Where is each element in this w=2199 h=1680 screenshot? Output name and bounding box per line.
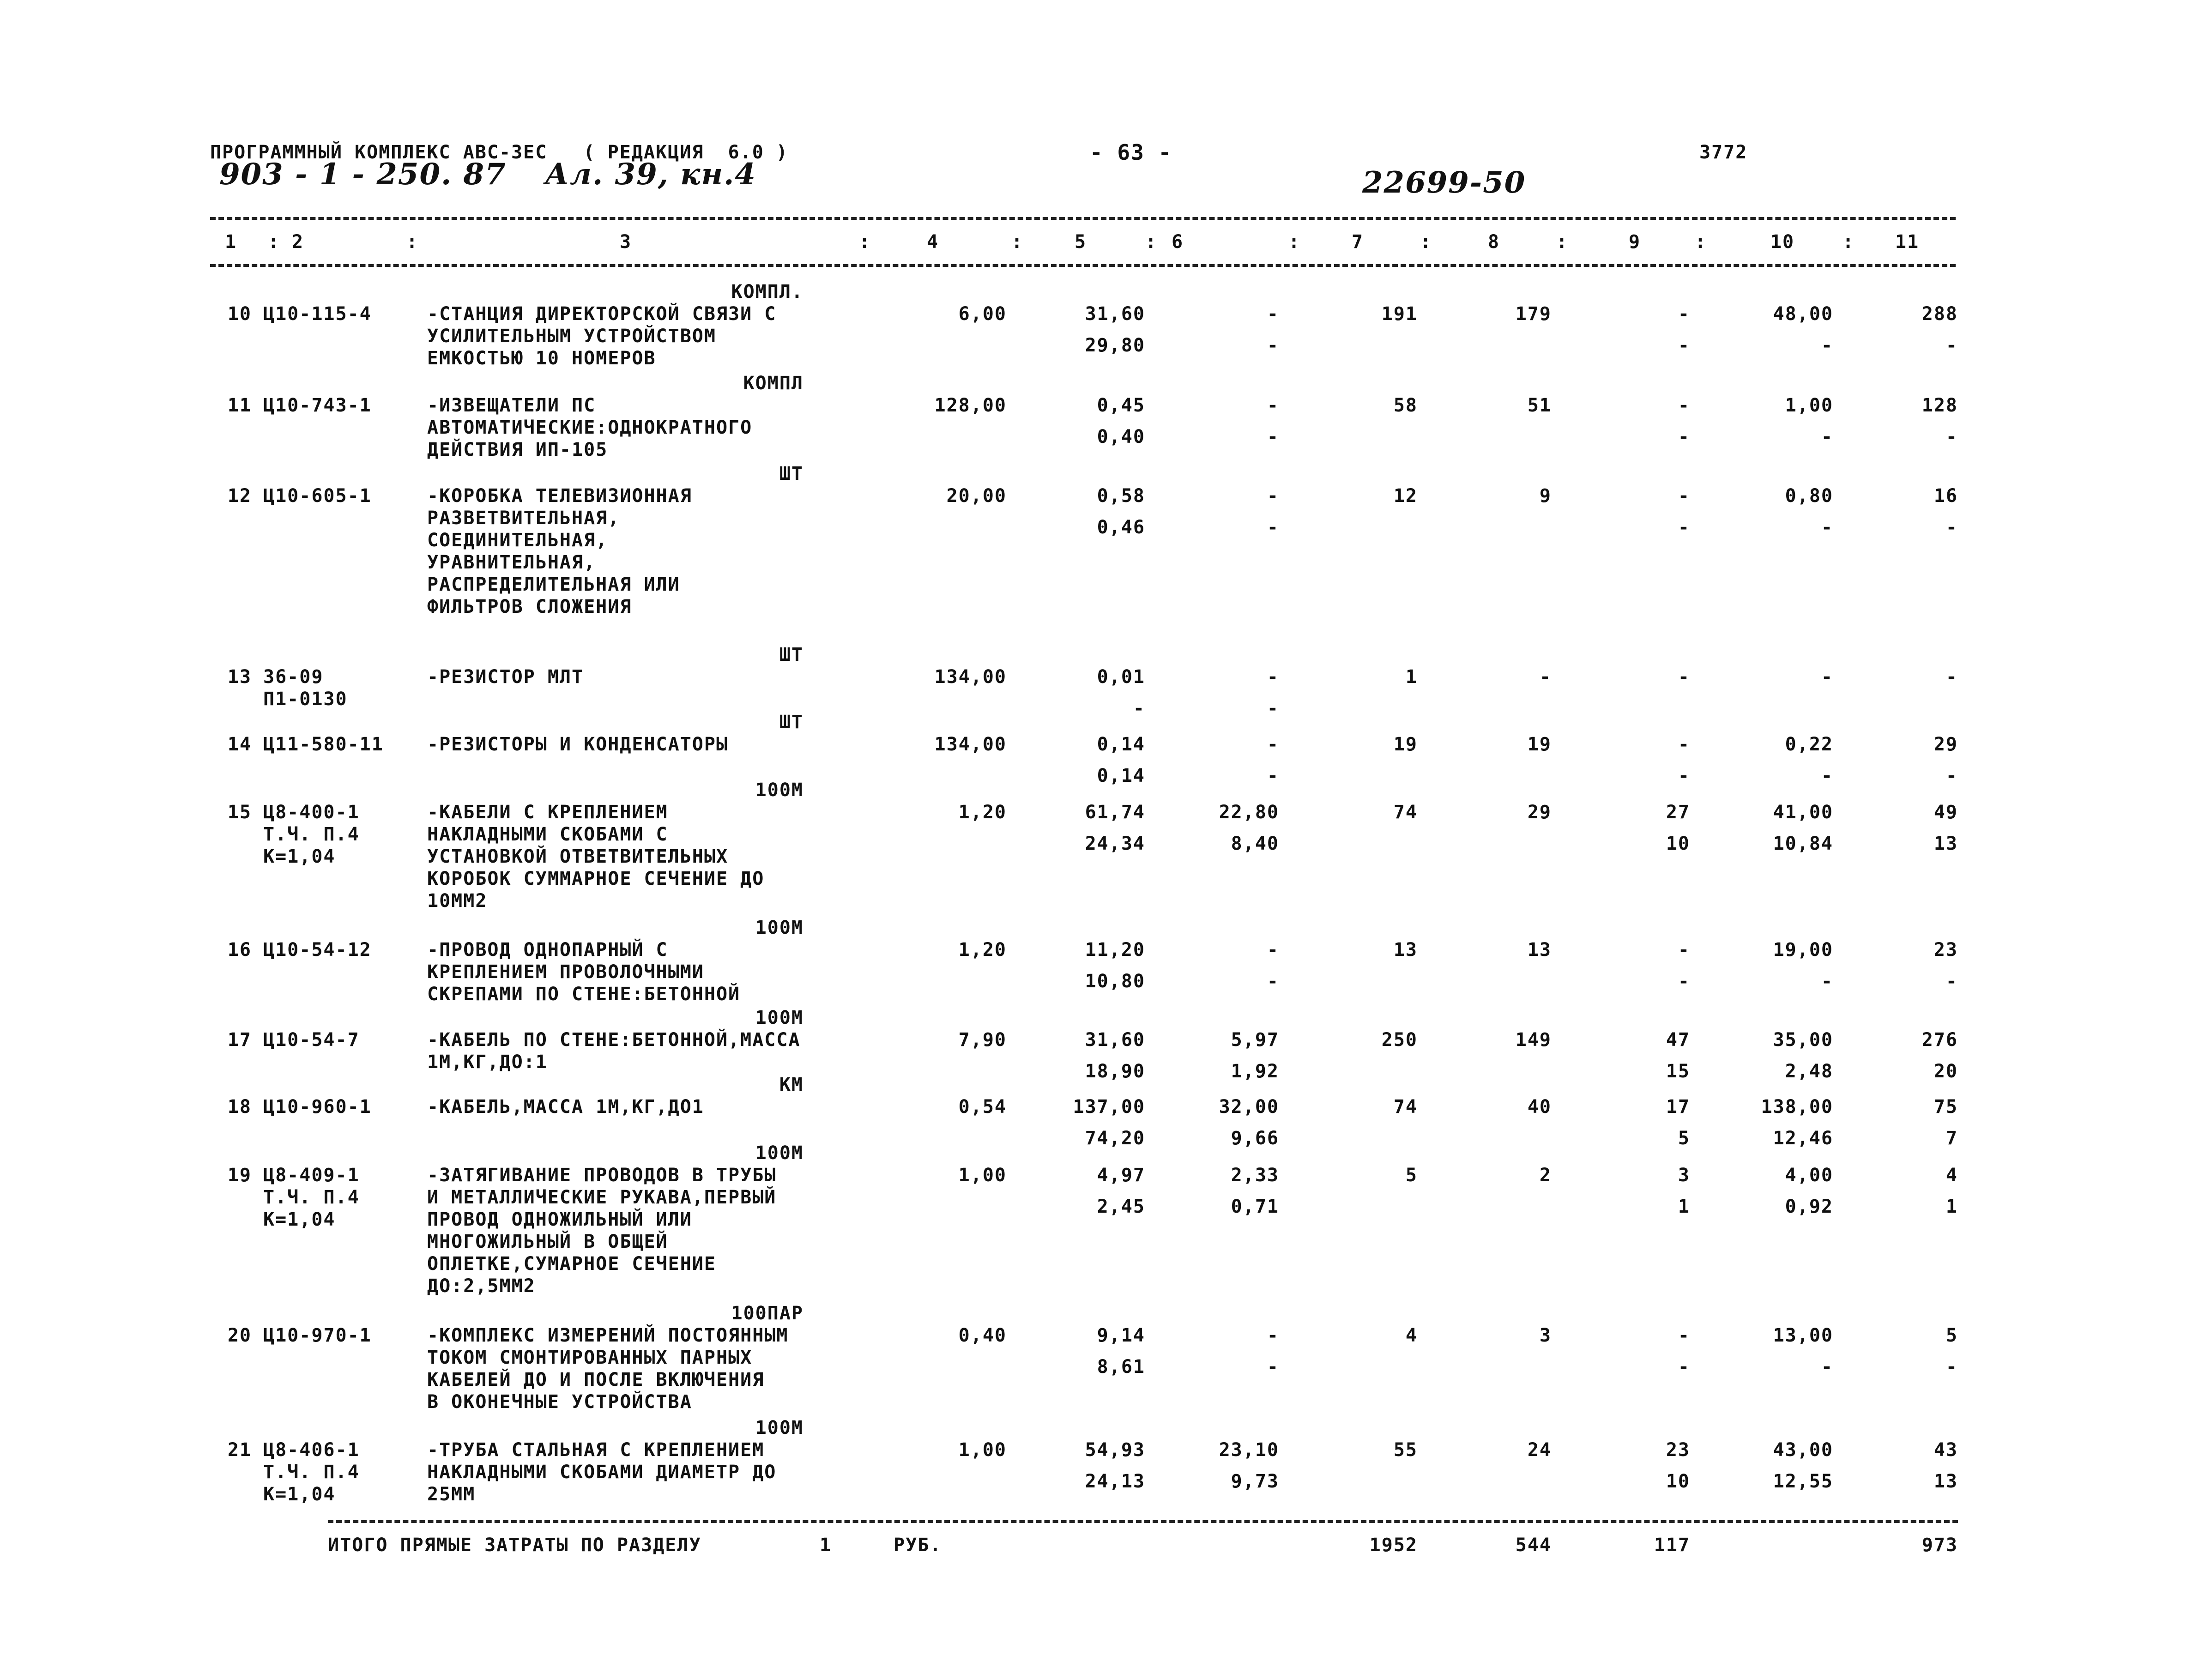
work-description: ТОКОМ СМОНТИРОВАННЫХ ПАРНЫХ — [427, 1347, 753, 1368]
unit-cost-total: 61,74 — [1085, 802, 1145, 823]
unit-machine-wage: - — [1267, 335, 1279, 356]
row-number: 20 — [227, 1325, 252, 1346]
column-number: 9 — [1628, 231, 1641, 253]
rate-code: К=1,04 — [263, 1209, 336, 1230]
unit-cost-total: 9,14 — [1097, 1325, 1145, 1346]
work-description: КАБЕЛЕЙ ДО И ПОСЛЕ ВКЛЮЧЕНИЯ — [427, 1369, 765, 1390]
unit-cost-machines: 22,80 — [1219, 802, 1279, 823]
rate-code: Т.Ч. П.4 — [263, 1187, 360, 1208]
unit-wage: 18,90 — [1085, 1061, 1145, 1082]
unit-machine-wage: 1,92 — [1231, 1061, 1279, 1082]
column-separator: : — [406, 231, 419, 253]
work-description: -КАБЕЛЬ,МАССА 1М,КГ,ДО1 — [427, 1096, 704, 1118]
machines-total: 3 — [1678, 1165, 1690, 1186]
unit-label: КМ — [779, 1074, 803, 1095]
row-number: 10 — [227, 303, 252, 325]
rate-code: Т.Ч. П.4 — [263, 1462, 360, 1483]
labour-per-unit: 35,00 — [1773, 1029, 1833, 1051]
quantity: 1,00 — [958, 1439, 1007, 1461]
rate-code: Т.Ч. П.4 — [263, 824, 360, 845]
labour-per-unit: 41,00 — [1773, 802, 1833, 823]
wages-total: 2 — [1539, 1165, 1552, 1186]
work-description: -КАБЕЛИ С КРЕПЛЕНИЕМ — [427, 802, 668, 823]
rate-code: Ц11-580-11 — [263, 734, 384, 755]
labour-machinists-unit: - — [1821, 517, 1833, 538]
work-description: -ИЗВЕЩАТЕЛИ ПС — [427, 395, 596, 416]
unit-wage: 2,45 — [1097, 1196, 1145, 1217]
total-cost: 13 — [1393, 939, 1418, 961]
labour-machinists-unit: 12,55 — [1773, 1471, 1833, 1492]
unit-wage: 10,80 — [1085, 971, 1145, 992]
unit-wage: 0,40 — [1097, 426, 1145, 447]
work-description: И МЕТАЛЛИЧЕСКИЕ РУКАВА,ПЕРВЫЙ — [427, 1187, 777, 1208]
total-cost: 74 — [1393, 802, 1418, 823]
work-description: 25ММ — [427, 1484, 476, 1505]
unit-wage: 24,34 — [1085, 833, 1145, 854]
unit-cost-total: 11,20 — [1085, 939, 1145, 961]
program-header: ПРОГРАММНЫЙ КОМПЛЕКС АВС-ЗЕС ( РЕДАКЦИЯ 6.0 ) — [210, 142, 788, 163]
work-description: -КАБЕЛЬ ПО СТЕНЕ:БЕТОННОЙ,МАССА — [427, 1029, 801, 1051]
wages-total: 3 — [1539, 1325, 1552, 1346]
machines-total: - — [1678, 939, 1690, 961]
labour-per-unit: 48,00 — [1773, 303, 1833, 325]
quantity: 134,00 — [934, 734, 1007, 755]
work-description: -РЕЗИСТОРЫ И КОНДЕНСАТОРЫ — [427, 734, 729, 755]
work-description: СКРЕПАМИ ПО СТЕНЕ:БЕТОННОЙ — [427, 984, 741, 1005]
machine-wage-total: - — [1678, 971, 1690, 992]
unit-cost-total: 0,01 — [1097, 666, 1145, 688]
rate-code: Ц10-960-1 — [263, 1096, 372, 1118]
labour-machinists-total: - — [1945, 971, 1958, 992]
column-separator: : — [1145, 231, 1158, 253]
unit-cost-machines: - — [1267, 1325, 1279, 1346]
labour-machinists-total: 1 — [1945, 1196, 1958, 1217]
rate-code: Ц10-605-1 — [263, 485, 372, 507]
column-number: 10 — [1770, 231, 1795, 253]
unit-machine-wage: 0,71 — [1231, 1196, 1279, 1217]
row-number: 21 — [227, 1439, 252, 1461]
unit-wage: 0,46 — [1097, 517, 1145, 538]
work-description: КОРОБОК СУММАРНОЕ СЕЧЕНИЕ ДО — [427, 868, 765, 889]
total-col11: 973 — [1921, 1535, 1958, 1556]
unit-machine-wage: 9,66 — [1231, 1128, 1279, 1149]
handwritten-code: 903 - 1 - 250. 87 — [219, 157, 507, 192]
column-separator: : — [268, 231, 280, 253]
labour-machinists-unit: 10,84 — [1773, 833, 1833, 854]
column-separator: : — [859, 231, 871, 253]
work-description: -ЗАТЯГИВАНИЕ ПРОВОДОВ В ТРУБЫ — [427, 1165, 777, 1186]
work-description: ПРОВОД ОДНОЖИЛЬНЫЙ ИЛИ — [427, 1209, 692, 1230]
machine-wage-total: - — [1678, 765, 1690, 786]
column-number: 11 — [1895, 231, 1920, 253]
unit-cost-total: 4,97 — [1097, 1165, 1145, 1186]
work-description: РАСПРЕДЕЛИТЕЛЬНАЯ ИЛИ — [427, 574, 680, 595]
quantity: 134,00 — [934, 666, 1007, 688]
labour-per-unit: 1,00 — [1785, 395, 1833, 416]
column-number: 3 — [619, 231, 632, 253]
wages-total: - — [1539, 666, 1552, 688]
unit-wage: 29,80 — [1085, 335, 1145, 356]
labour-machinists-unit: - — [1821, 426, 1833, 447]
column-number: 4 — [926, 231, 939, 253]
wages-total: 51 — [1527, 395, 1552, 416]
column-number: 8 — [1487, 231, 1500, 253]
labour-machinists-unit: 12,46 — [1773, 1128, 1833, 1149]
unit-cost-machines: - — [1267, 666, 1279, 688]
labour-machinists-total: - — [1945, 1356, 1958, 1378]
total-cost: 58 — [1393, 395, 1418, 416]
column-number: 2 — [291, 231, 304, 253]
column-separator: : — [1011, 231, 1024, 253]
total-cost: 1 — [1405, 666, 1418, 688]
row-number: 15 — [227, 802, 252, 823]
unit-machine-wage: 9,73 — [1231, 1471, 1279, 1492]
column-number: 7 — [1351, 231, 1364, 253]
column-separator: : — [1288, 231, 1301, 253]
wages-total: 13 — [1527, 939, 1552, 961]
labour-machinists-unit: 0,92 — [1785, 1196, 1833, 1217]
labour-total: 4 — [1945, 1165, 1958, 1186]
work-description: НАКЛАДНЫМИ СКОБАМИ С — [427, 824, 668, 845]
labour-per-unit: 0,80 — [1785, 485, 1833, 507]
total-cost: 55 — [1393, 1439, 1418, 1461]
unit-machine-wage: - — [1267, 1356, 1279, 1378]
machines-total: 47 — [1666, 1029, 1690, 1051]
unit-label: 100ПАР — [731, 1303, 803, 1324]
unit-wage: 8,61 — [1097, 1356, 1145, 1378]
machine-wage-total: 10 — [1666, 1471, 1690, 1492]
total-cost: 4 — [1405, 1325, 1418, 1346]
work-description: ДО:2,5ММ2 — [427, 1275, 536, 1297]
work-description: НАКЛАДНЫМИ СКОБАМИ ДИАМЕТР ДО — [427, 1462, 777, 1483]
unit-cost-machines: - — [1267, 939, 1279, 961]
quantity: 20,00 — [946, 485, 1007, 507]
unit-cost-machines: 23,10 — [1219, 1439, 1279, 1461]
column-separator: : — [1843, 231, 1855, 253]
labour-machinists-total: - — [1945, 765, 1958, 786]
labour-machinists-unit: - — [1821, 971, 1833, 992]
unit-cost-total: 137,00 — [1073, 1096, 1145, 1118]
unit-cost-machines: 5,97 — [1231, 1029, 1279, 1051]
work-description: КРЕПЛЕНИЕМ ПРОВОЛОЧНЫМИ — [427, 961, 704, 983]
labour-total: 128 — [1921, 395, 1958, 416]
handwritten-number: 22699-50 — [1362, 165, 1526, 200]
quantity: 1,00 — [958, 1165, 1007, 1186]
unit-machine-wage: - — [1267, 971, 1279, 992]
unit-label: 100М — [755, 1142, 803, 1164]
machine-wage-total: - — [1678, 426, 1690, 447]
wages-total: 179 — [1515, 303, 1552, 325]
row-number: 19 — [227, 1165, 252, 1186]
labour-machinists-unit: - — [1821, 1356, 1833, 1378]
row-number: 11 — [227, 395, 252, 416]
quantity: 1,20 — [958, 939, 1007, 961]
labour-total: 23 — [1933, 939, 1958, 961]
labour-machinists-unit: - — [1821, 765, 1833, 786]
machines-total: 17 — [1666, 1096, 1690, 1118]
machines-total: 27 — [1666, 802, 1690, 823]
wages-total: 29 — [1527, 802, 1552, 823]
unit-cost-total: 31,60 — [1085, 303, 1145, 325]
unit-cost-machines: - — [1267, 485, 1279, 507]
work-description: УСИЛИТЕЛЬНЫМ УСТРОЙСТВОМ — [427, 326, 716, 347]
unit-label: КОМПЛ — [743, 373, 803, 394]
unit-label: ШТ — [779, 463, 803, 484]
header-rule-bottom — [210, 264, 1956, 267]
labour-per-unit: 43,00 — [1773, 1439, 1833, 1461]
quantity: 7,90 — [958, 1029, 1007, 1051]
unit-label: 100М — [755, 780, 803, 801]
unit-wage: 0,14 — [1097, 765, 1145, 786]
total-rule — [328, 1520, 1958, 1523]
column-number: 1 — [224, 231, 237, 253]
labour-per-unit: 13,00 — [1773, 1325, 1833, 1346]
machines-total: 23 — [1666, 1439, 1690, 1461]
total-cost: 12 — [1393, 485, 1418, 507]
unit-machine-wage: - — [1267, 698, 1279, 719]
labour-per-unit: 138,00 — [1761, 1096, 1833, 1118]
quantity: 0,40 — [958, 1325, 1007, 1346]
unit-label: ШТ — [779, 644, 803, 665]
labour-total: 276 — [1921, 1029, 1958, 1051]
labour-machinists-total: 20 — [1933, 1061, 1958, 1082]
work-description: 10ММ2 — [427, 890, 488, 912]
work-description: -РЕЗИСТОР МЛТ — [427, 666, 584, 688]
total-currency: РУБ. — [894, 1535, 942, 1556]
work-description: 1М,КГ,ДО:1 — [427, 1052, 548, 1073]
quantity: 128,00 — [934, 395, 1007, 416]
wages-total: 40 — [1527, 1096, 1552, 1118]
rate-code: П1-0130 — [263, 689, 348, 710]
total-col9: 117 — [1654, 1535, 1690, 1556]
unit-cost-machines: 2,33 — [1231, 1165, 1279, 1186]
total-label: ИТОГО ПРЯМЫЕ ЗАТРАТЫ ПО РАЗДЕЛУ — [328, 1535, 701, 1556]
total-cost: 191 — [1381, 303, 1418, 325]
rate-code: Ц8-400-1 — [263, 802, 360, 823]
unit-wage: - — [1133, 698, 1145, 719]
sheet-number: 3772 — [1699, 142, 1748, 163]
rate-code: Ц10-970-1 — [263, 1325, 372, 1346]
rate-code: Ц8-409-1 — [263, 1165, 360, 1186]
rate-code: Ц10-54-7 — [263, 1029, 360, 1051]
machine-wage-total: - — [1678, 517, 1690, 538]
wages-total: 19 — [1527, 734, 1552, 755]
unit-label: 100М — [755, 1417, 803, 1438]
labour-machinists-unit: - — [1821, 335, 1833, 356]
work-description: -ТРУБА СТАЛЬНАЯ С КРЕПЛЕНИЕМ — [427, 1439, 765, 1461]
row-number: 17 — [227, 1029, 252, 1051]
unit-machine-wage: - — [1267, 517, 1279, 538]
rate-code: Ц10-54-12 — [263, 939, 372, 961]
wages-total: 149 — [1515, 1029, 1552, 1051]
column-number: 5 — [1074, 231, 1087, 253]
unit-cost-total: 0,58 — [1097, 485, 1145, 507]
machines-total: - — [1678, 734, 1690, 755]
total-cost: 250 — [1381, 1029, 1418, 1051]
labour-total: 16 — [1933, 485, 1958, 507]
work-description: В ОКОНЕЧНЫЕ УСТРОЙСТВА — [427, 1391, 692, 1413]
labour-per-unit: 0,22 — [1785, 734, 1833, 755]
handwritten-album: Ал. 39, кн.4 — [545, 157, 756, 192]
rate-code: К=1,04 — [263, 846, 336, 867]
labour-total: 29 — [1933, 734, 1958, 755]
quantity: 1,20 — [958, 802, 1007, 823]
machine-wage-total: 15 — [1666, 1061, 1690, 1082]
work-description: УРАВНИТЕЛЬНАЯ, — [427, 552, 596, 573]
total-section: 1 — [820, 1535, 832, 1556]
work-description: РАЗВЕТВИТЕЛЬНАЯ, — [427, 508, 620, 529]
labour-machinists-total: 13 — [1933, 833, 1958, 854]
work-description: -КОМПЛЕКС ИЗМЕРЕНИЙ ПОСТОЯННЫМ — [427, 1325, 789, 1346]
work-description: МНОГОЖИЛЬНЫЙ В ОБЩЕЙ — [427, 1231, 668, 1252]
rate-code: Ц10-115-4 — [263, 303, 372, 325]
labour-machinists-total: - — [1945, 335, 1958, 356]
unit-wage: 24,13 — [1085, 1471, 1145, 1492]
labour-machinists-total: 13 — [1933, 1471, 1958, 1492]
rate-code: Ц10-743-1 — [263, 395, 372, 416]
unit-machine-wage: - — [1267, 765, 1279, 786]
column-separator: : — [1695, 231, 1707, 253]
unit-cost-machines: - — [1267, 734, 1279, 755]
column-separator: : — [1420, 231, 1432, 253]
total-col7: 1952 — [1369, 1535, 1418, 1556]
machines-total: - — [1678, 395, 1690, 416]
unit-label: 100М — [755, 1007, 803, 1028]
work-description: -ПРОВОД ОДНОПАРНЫЙ С — [427, 939, 668, 961]
machines-total: - — [1678, 666, 1690, 688]
work-description: ДЕЙСТВИЯ ИП-105 — [427, 439, 608, 460]
header-rule-top — [210, 217, 1956, 220]
labour-total: 288 — [1921, 303, 1958, 325]
total-col8: 544 — [1515, 1535, 1552, 1556]
labour-per-unit: 19,00 — [1773, 939, 1833, 961]
labour-machinists-total: 7 — [1945, 1128, 1958, 1149]
unit-cost-total: 54,93 — [1085, 1439, 1145, 1461]
labour-machinists-total: - — [1945, 517, 1958, 538]
work-description: -КОРОБКА ТЕЛЕВИЗИОННАЯ — [427, 485, 692, 507]
labour-total: 49 — [1933, 802, 1958, 823]
quantity: 6,00 — [958, 303, 1007, 325]
row-number: 13 — [227, 666, 252, 688]
work-description: ЕМКОСТЬЮ 10 НОМЕРОВ — [427, 348, 656, 369]
machines-total: - — [1678, 303, 1690, 325]
row-number: 18 — [227, 1096, 252, 1118]
quantity: 0,54 — [958, 1096, 1007, 1118]
machine-wage-total: - — [1678, 335, 1690, 356]
row-number: 14 — [227, 734, 252, 755]
unit-cost-machines: - — [1267, 303, 1279, 325]
total-cost: 74 — [1393, 1096, 1418, 1118]
unit-cost-total: 0,45 — [1097, 395, 1145, 416]
total-cost: 19 — [1393, 734, 1418, 755]
work-description: АВТОМАТИЧЕСКИЕ:ОДНОКРАТНОГО — [427, 417, 753, 438]
rate-code: К=1,04 — [263, 1484, 336, 1505]
unit-label: ШТ — [779, 712, 803, 733]
machines-total: - — [1678, 1325, 1690, 1346]
page-number: - 63 - — [1090, 140, 1172, 165]
unit-wage: 74,20 — [1085, 1128, 1145, 1149]
unit-cost-machines: - — [1267, 395, 1279, 416]
unit-cost-total: 31,60 — [1085, 1029, 1145, 1051]
column-number: 6 — [1171, 231, 1184, 253]
labour-total: 43 — [1933, 1439, 1958, 1461]
labour-total: 75 — [1933, 1096, 1958, 1118]
labour-total: 5 — [1945, 1325, 1958, 1346]
unit-machine-wage: - — [1267, 426, 1279, 447]
row-number: 16 — [227, 939, 252, 961]
rate-code: Ц8-406-1 — [263, 1439, 360, 1461]
machine-wage-total: 10 — [1666, 833, 1690, 854]
rate-code: 36-09 — [263, 666, 324, 688]
unit-label: 100М — [755, 917, 803, 938]
wages-total: 24 — [1527, 1439, 1552, 1461]
machine-wage-total: 5 — [1678, 1128, 1690, 1149]
work-description: УСТАНОВКОЙ ОТВЕТВИТЕЛЬНЫХ — [427, 846, 729, 867]
work-description: ОПЛЕТКЕ,СУМАРНОЕ СЕЧЕНИЕ — [427, 1253, 716, 1275]
labour-per-unit: - — [1821, 666, 1833, 688]
machine-wage-total: 1 — [1678, 1196, 1690, 1217]
work-description: СОЕДИНИТЕЛЬНАЯ, — [427, 530, 608, 551]
total-cost: 5 — [1405, 1165, 1418, 1186]
labour-total: - — [1945, 666, 1958, 688]
wages-total: 9 — [1539, 485, 1552, 507]
labour-machinists-unit: 2,48 — [1785, 1061, 1833, 1082]
labour-per-unit: 4,00 — [1785, 1165, 1833, 1186]
unit-label: КОМПЛ. — [731, 281, 803, 302]
unit-cost-total: 0,14 — [1097, 734, 1145, 755]
row-number: 12 — [227, 485, 252, 507]
unit-cost-machines: 32,00 — [1219, 1096, 1279, 1118]
labour-machinists-total: - — [1945, 426, 1958, 447]
machines-total: - — [1678, 485, 1690, 507]
column-separator: : — [1556, 231, 1569, 253]
work-description: -СТАНЦИЯ ДИРЕКТОРСКОЙ СВЯЗИ С — [427, 303, 777, 325]
unit-machine-wage: 8,40 — [1231, 833, 1279, 854]
work-description: ФИЛЬТРОВ СЛОЖЕНИЯ — [427, 596, 632, 617]
machine-wage-total: - — [1678, 1356, 1690, 1378]
